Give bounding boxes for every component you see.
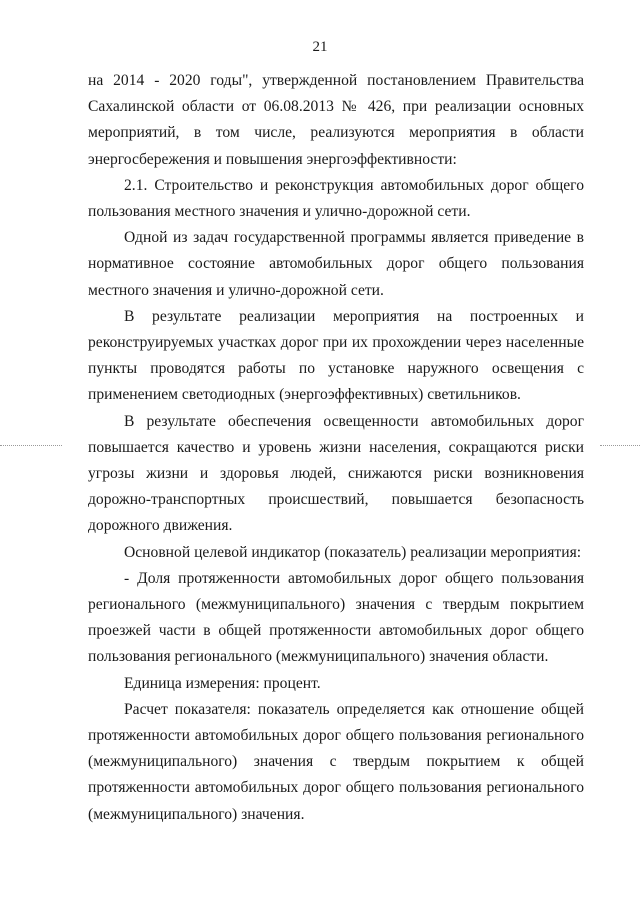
- scan-artifact-left: [0, 445, 62, 446]
- paragraph-calculation: Расчет показателя: показатель определяется как отношение общей протяженности автомобильных дорог общего пользования регионального (межмуниципального) значения с твердым покрытием к общей протяженности автомобильных дорог общего пользования регионального (межмуниципального) значения.: [88, 700, 584, 823]
- paragraph-unit: Единица измерения: процент.: [124, 674, 321, 692]
- paragraph-program-task: Одной из задач государственной программы является приведение в нормативное состояние автомобильных дорог общего пользования местного значения и улично-дорожной сети.: [88, 229, 584, 299]
- paragraph-continuation: на 2014 - 2020 годы", утвержденной постановлением Правительства Сахалинской области от 06.08.2013 № 426, при реализации основных мероприятий, в том числе, реализуются мероприятия в области энергосбережения и повышения энергоэффективности:: [88, 72, 584, 168]
- body-text: [88, 68, 584, 828]
- paragraph-lighting-works: В результате реализации мероприятия на построенных и реконструируемых участках дорог при их прохождении через населенные пункты проводятся работы по установке наружного освещения с применением светодиодных (энергоэффективных) светильников.: [88, 307, 584, 404]
- page-number: 21: [312, 39, 328, 55]
- paragraph-measure-title: 2.1. Строительство и реконструкция автомобильных дорог общего пользования местного значения и улично-дорожной сети.: [88, 176, 584, 221]
- paragraph-indicator-heading: Основной целевой индикатор (показатель) реализации мероприятия:: [124, 543, 582, 561]
- scan-artifact-right: [600, 445, 640, 446]
- paragraph-indicator-definition: - Доля протяженности автомобильных дорог общего пользования регионального (межмуниципального) значения с твердым покрытием проезжей части в общей протяженности автомобильных дорог общего пользования регионального (межмуниципального) значения области.: [88, 569, 584, 666]
- paragraph-safety-result: В результате обеспечения освещенности автомобильных дорог повышается качество и уровень жизни населения, сокращаются риски угрозы жизни и здоровья людей, снижаются риски возникновения дорожно-транспортных происшествий, повышается безопасность дорожного движения.: [88, 412, 584, 535]
